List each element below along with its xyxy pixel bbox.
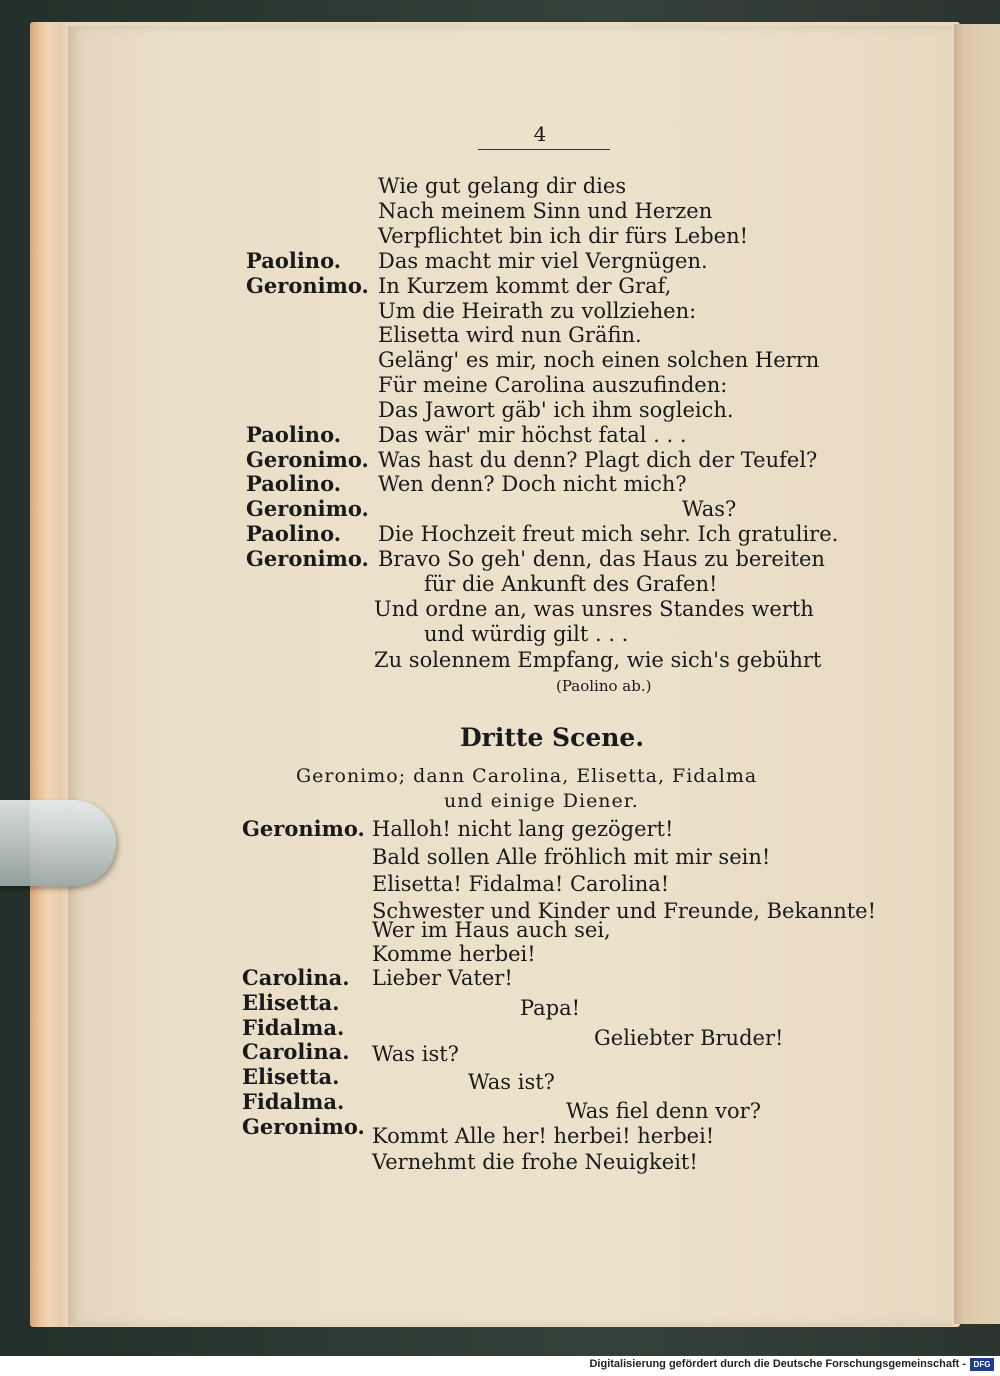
text-line: Schwester und Kinder und Freunde, Bekannte! [372, 899, 877, 923]
facing-page-strip [954, 24, 1000, 1324]
speaker-name: Geronimo. [242, 816, 365, 841]
text-line: Halloh! nicht lang gezögert! [372, 817, 674, 841]
text-line: Lieber Vater! [372, 966, 513, 990]
text-line: Was ist? [372, 1042, 459, 1066]
scene-title: Dritte Scene. [460, 723, 645, 752]
text-line: Bravo So geh' denn, das Haus zu bereiten [378, 547, 825, 571]
speaker-name: Paolino. [246, 521, 342, 546]
speaker-name: Geronimo. [246, 447, 369, 472]
text-line: Was ist? [468, 1070, 555, 1094]
text-line: Für meine Carolina auszufinden: [378, 373, 728, 397]
text-line: Komme herbei! [372, 942, 536, 966]
text-line: Wie gut gelang dir dies [378, 174, 627, 198]
text-line: Was? [682, 497, 737, 521]
speaker-name: Elisetta. [242, 1064, 340, 1089]
text-line: Was fiel denn vor? [566, 1099, 761, 1123]
text-line: Was hast du denn? Plagt dich der Teufel? [378, 448, 818, 472]
text-line: Elisetta! Fidalma! Carolina! [372, 872, 670, 896]
cast-line: Geronimo; dann Carolina, Elisetta, Fidalma [296, 765, 758, 787]
text-line: Nach meinem Sinn und Herzen [378, 199, 713, 223]
text-line: und würdig gilt . . . [424, 622, 629, 646]
speaker-name: Fidalma. [242, 1089, 345, 1114]
speaker-name: Geronimo. [242, 1114, 365, 1139]
speaker-name: Geronimo. [246, 546, 369, 571]
header-rule [478, 149, 610, 150]
text-line: für die Ankunft des Grafen! [424, 572, 718, 596]
text-line: Papa! [520, 996, 581, 1020]
speaker-name: Carolina. [242, 1039, 350, 1064]
speaker-name: Paolino. [246, 471, 342, 496]
speaker-name: Elisetta. [242, 990, 340, 1015]
page-number: 4 [533, 122, 547, 146]
text-line: Das macht mir viel Vergnügen. [378, 249, 708, 273]
page-clip [0, 800, 116, 886]
footer-credit: Digitalisierung gefördert durch die Deutsche Forschungsgemeinschaft - [589, 1358, 966, 1370]
text-line: Zu solennem Empfang, wie sich's gebührt [374, 648, 822, 672]
speaker-name: Geronimo. [246, 496, 369, 521]
text-line: In Kurzem kommt der Graf, [378, 274, 672, 298]
stage-direction: (Paolino ab.) [556, 677, 652, 695]
text-line: Verpflichtet bin ich dir fürs Leben! [378, 224, 749, 248]
text-line: Elisetta wird nun Gräfin. [378, 323, 642, 347]
cast-line: und einige Diener. [444, 790, 639, 812]
text-line: Und ordne an, was unsres Standes werth [374, 597, 814, 621]
speaker-name: Fidalma. [242, 1015, 345, 1040]
text-line: Geläng' es mir, noch einen solchen Herrn [378, 348, 820, 372]
text-line: Wen denn? Doch nicht mich? [378, 472, 687, 496]
dfg-logo: DFG [970, 1358, 994, 1371]
text-line: Bald sollen Alle fröhlich mit mir sein! [372, 845, 771, 869]
speaker-name: Paolino. [246, 248, 342, 273]
text-line: Kommt Alle her! herbei! herbei! [372, 1124, 715, 1148]
text-line: Die Hochzeit freut mich sehr. Ich gratulire. [378, 522, 839, 546]
speaker-name: Carolina. [242, 965, 350, 990]
text-line: Das Jawort gäb' ich ihm sogleich. [378, 398, 734, 422]
text-line: Wer im Haus auch sei, [372, 918, 611, 942]
text-line: Geliebter Bruder! [594, 1026, 784, 1050]
speaker-name: Paolino. [246, 422, 342, 447]
text-line: Das wär' mir höchst fatal . . . [378, 423, 687, 447]
text-line: Vernehmt die frohe Neuigkeit! [372, 1150, 698, 1174]
text-line: Um die Heirath zu vollziehen: [378, 299, 697, 323]
speaker-name: Geronimo. [246, 273, 369, 298]
